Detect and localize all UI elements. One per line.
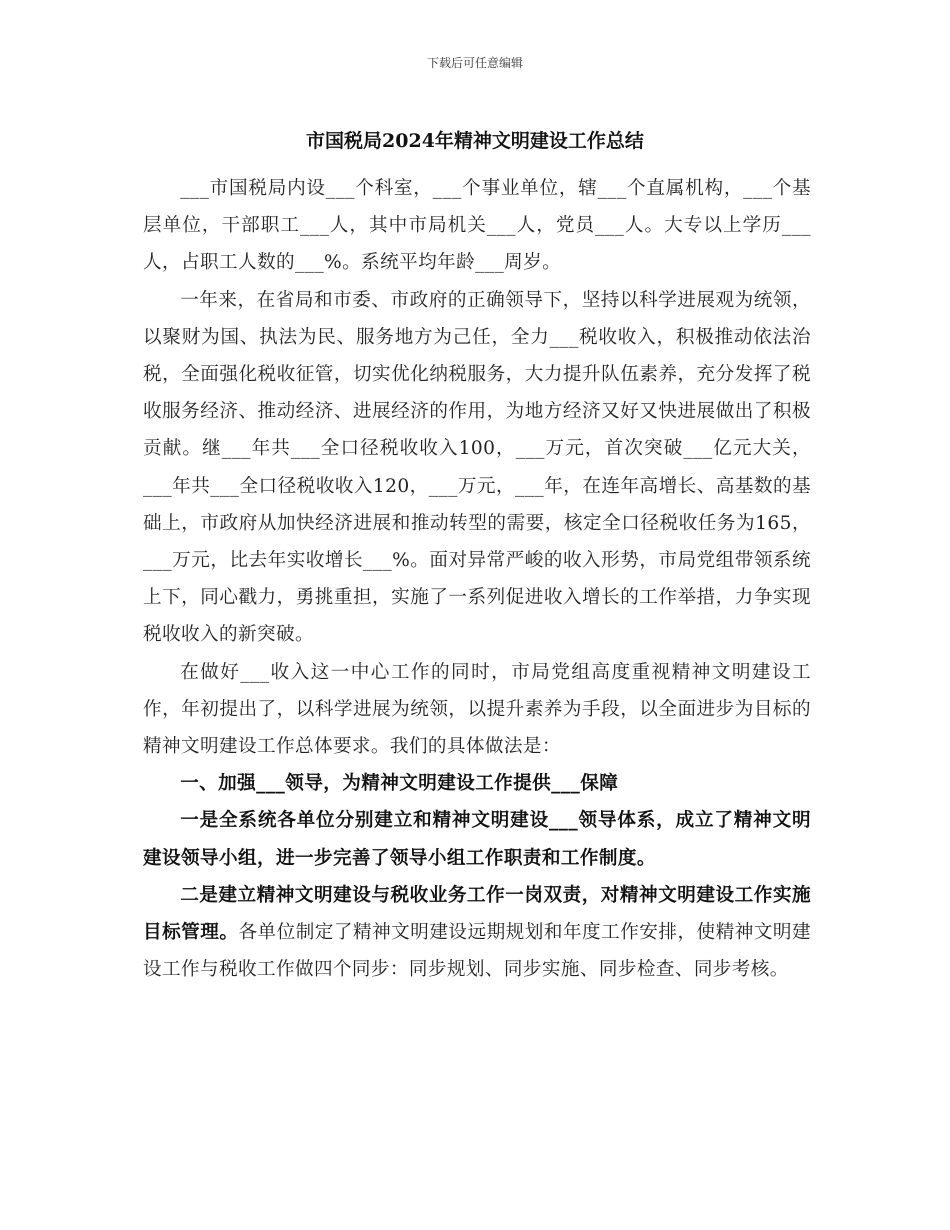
point-one: 一是全系统各单位分别建立和精神文明建设___领导体系，成立了精神文明建设领导小组，进一步完善了领导小组工作职责和工作制度。 — [143, 810, 811, 869]
point-two-lead: 二是建立精神文明建设与税收业务工作一岗双责，对精神文明建设工作实施目标管理。 — [143, 884, 811, 944]
section-heading: 一、加强___领导，为精神文明建设工作提供___保障 — [180, 773, 619, 795]
document-body — [143, 170, 811, 988]
paragraph-spiritual-civilization-intro: 在做好___收入这一中心工作的同时，市局党组高度重视精神文明建设工作，年初提出了，以科学进展为统领，以提升素养为手段，以全面进步为目标的精神文明建设工作总体要求。我们的具体做法是： — [143, 661, 811, 758]
paragraph-overview: ___市国税局内设___个科室，___个事业单位，辖___个直属机构，___个基层单位，干部职工___人，其中市局机关___人，党员___人。大专以上学历___人，占职工人数的___%。系统平均年龄___周岁。 — [143, 178, 811, 274]
document-title: 市国税局2024年精神文明建设工作总结 — [306, 130, 644, 152]
paragraph-annual-summary: 一年来，在省局和市委、市政府的正确领导下，坚持以科学进展观为统领，以聚财为国、执法为民、服务地方为己任，全力___税收收入，积极推动依法治税，全面强化税收征管，切实优化纳税服务，大力提升队伍素养，充分发挥了税收服务经济、推动经济、进展经济的作用，为地方经济又好又快进展做出了积极贡献。继___年共___全口径税收收入100，___万元，首次突破___亿元大关，___年共___全口径税收收入120，___万元，___年，在连年高增长、高基数的基础上，市政府从加快经济进展和推动转型的需要，核定全口径税收任务为165，___万元，比去年实收增长___%。面对异常严峻的收入形势，市局党组带领系统上下，同心戳力，勇挑重担，实施了一系列促进收入增长的工作举措，力争实现税收收入的新突破。 — [143, 289, 812, 646]
header-note: 下载后可任意编辑 — [426, 56, 523, 70]
point-two — [143, 877, 811, 989]
point-two-detail: 各单位制定了精神文明建设远期规划和年度工作安排，使精神文明建设工作与税收工作做四个同步：同步规划、同步实施、同步检查、同步考核。 — [143, 922, 811, 981]
